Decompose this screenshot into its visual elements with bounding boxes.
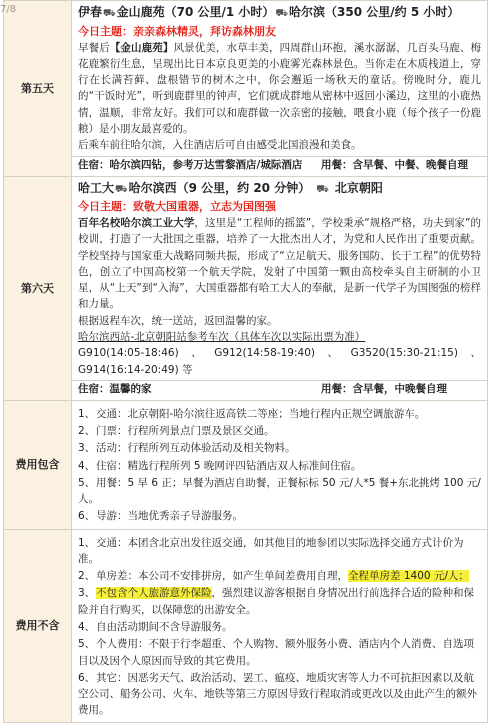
included-item: 6、导游：当地优秀亲子导游服务。 xyxy=(78,510,243,523)
day5-label: 第五天 xyxy=(4,1,72,177)
route-stop: 哈尔滨西 xyxy=(128,180,177,195)
excluded-item: 2、单房差：本公司不安排拼房，如产生单间差费用自理，全程单房差 1400 元/人； xyxy=(78,570,469,583)
day6-content xyxy=(72,176,488,380)
excluded-item: 6、其它：因恶劣天气、政治活动、罢工、瘟疫、地质灾害等人力不可抗拒因素以及航空公司、船务公司、火车、地铁等第三方原因导致行程取消或更改以及由此产生的额外费用。 xyxy=(78,671,477,717)
included-item: 2、门票：行程所列景点门票及景区交通。 xyxy=(78,425,275,438)
day6-train-intro: 哈尔滨西站-北京朝阳站参考车次（具体车次以实际出票为准） xyxy=(78,331,366,343)
day5-row xyxy=(4,1,488,157)
excluded-item: 5、个人费用：不限于行李超重、个人购物、额外服务小费、酒店内个人消费、自选项目以及因个人原因而导致的其它费用。 xyxy=(78,638,474,667)
day5-closing: 后乘车前往哈尔滨，入住酒店后可自由感受北国浪漫和美食。 xyxy=(78,139,362,152)
excluded-label: 费用不含 xyxy=(4,529,72,722)
bus-icon: ⛟ xyxy=(115,183,128,195)
train-icon: ⛟ xyxy=(275,8,289,19)
day6-train-list: G910(14:05-18:46)、G912(14:58-19:40)、G3520(15:30-21:15)、G914(16:14-20:49) 等 xyxy=(78,347,481,376)
included-label: 费用包含 xyxy=(4,400,72,529)
day5-description: 早餐后【金山鹿苑】风景优美，水草丰美，四周群山环抱，溪水潺潺，几百头马鹿、梅花鹿繁衍生息，呈现出比日本京良更美的小鹿雾光森林景色。当你走在木质栈道上，穿行在长满苔藓、盘根错节的树木之中，你会邂逅一场秋天的童话。傍晚时分，鹿儿的“干饭时光”，听到鹿群里的钟声，它们就成群地从密林中返回小溪边，这里的小鹿热情，温顺，非常友好。我们可以和鹿群做一次亲密的接触，喂食小鹿（每个孩子一份鹿粮）是小朋友最喜爱的。 xyxy=(78,41,482,135)
single-room-surcharge: 全程单房差 1400 元/人； xyxy=(348,570,469,583)
route-leg: （350 公里/约 5 小时） xyxy=(325,5,460,19)
day6-description: 百年名校哈尔滨工业大学，这里是“工程师的摇篮”，学校秉承“规格严格，功夫到家”的校训，打造了一大批国之重器，培养了一大批杰出人才，为党和人民作出了重要贡献。学校坚持与国家重大战略同频共振，形成了“立足航天、服务国防、长于工程”的优势特色，创立了中国高校第一个航天学院，发射了中国第一颗由高校牵头自主研制的小卫星，从“上天”到“入海”，大国重器都有哈工大人的奉献，是新一代学子为国图强的榜样和力量。 xyxy=(78,217,482,311)
day6-closing: 根据返程车次，统一送站，返回温馨的家。 xyxy=(78,314,278,327)
day6-label: 第六天 xyxy=(4,176,72,400)
route-leg: （9 公里，约 20 分钟） xyxy=(176,180,311,195)
day6-meta-row xyxy=(4,380,488,400)
day5-theme: 今日主题：亲亲森林精灵，拜访森林朋友 xyxy=(78,24,276,38)
day6-meals: 用餐：含早餐，中晚餐自理 xyxy=(321,382,447,395)
included-row xyxy=(4,400,488,529)
included-item: 1、交通：北京朝阳-哈尔滨往返高铁二等座；当地行程内正规空调旅游车。 xyxy=(78,407,426,420)
route-stop: 金山鹿苑 xyxy=(116,5,165,19)
insurance-notice: 不包含个人旅游意外保险 xyxy=(96,587,212,600)
excluded-row xyxy=(4,529,488,722)
day5-lodging: 住宿：哈尔滨四钻，参考万达雪黎酒店/城际酒店 xyxy=(78,158,303,171)
included-item: 4、住宿：精选行程所列 5 晚网评四钻酒店双人标准间住宿。 xyxy=(78,459,362,472)
day5-meta-row xyxy=(4,156,488,176)
excluded-item: 4、自由活动期间不含导游服务。 xyxy=(78,620,233,633)
route-origin: 伊春 xyxy=(78,5,103,19)
day5-content xyxy=(72,1,488,157)
excluded-item: 3、不包含个人旅游意外保险，强烈建议游客根据自身情况出行前选择合适的险种和保险并自行购买，以保障您的出游安全。 xyxy=(78,587,474,616)
included-item: 3、活动：行程所列互动体验活动及相关物料。 xyxy=(78,442,296,455)
day5-meals: 用餐：含早餐、中餐、晚餐自理 xyxy=(321,158,468,171)
itinerary-table xyxy=(3,0,488,723)
day5-route xyxy=(78,1,481,23)
train-icon: ⛟ xyxy=(316,183,329,195)
page-number: 7/8 xyxy=(0,4,17,15)
route-destination: 北京朝阳 xyxy=(334,180,383,195)
included-item: 5、用餐：5 早 6 正；早餐为酒店自助餐，正餐标标 50 元/人*5 餐+东北挑烤 100 元/人。 xyxy=(78,476,481,506)
day6-theme: 今日主题：致敬大国重器，立志为国图强 xyxy=(78,200,276,214)
excluded-list xyxy=(72,529,488,722)
day6-lodging: 住宿：温馨的家 xyxy=(78,382,152,395)
included-list xyxy=(72,400,488,529)
route-origin: 哈工大 xyxy=(78,180,115,195)
day6-row xyxy=(4,176,488,380)
train-icon: ⛟ xyxy=(103,8,116,19)
route-destination: 哈尔滨 xyxy=(289,5,326,19)
route-leg: （70 公里/1 小时） xyxy=(164,5,275,19)
excluded-item: 1、交通：本团含北京出发往返交通，如其他目的地参团以实际选择交通方式计价为准。 xyxy=(78,536,464,565)
day6-route xyxy=(78,177,481,199)
